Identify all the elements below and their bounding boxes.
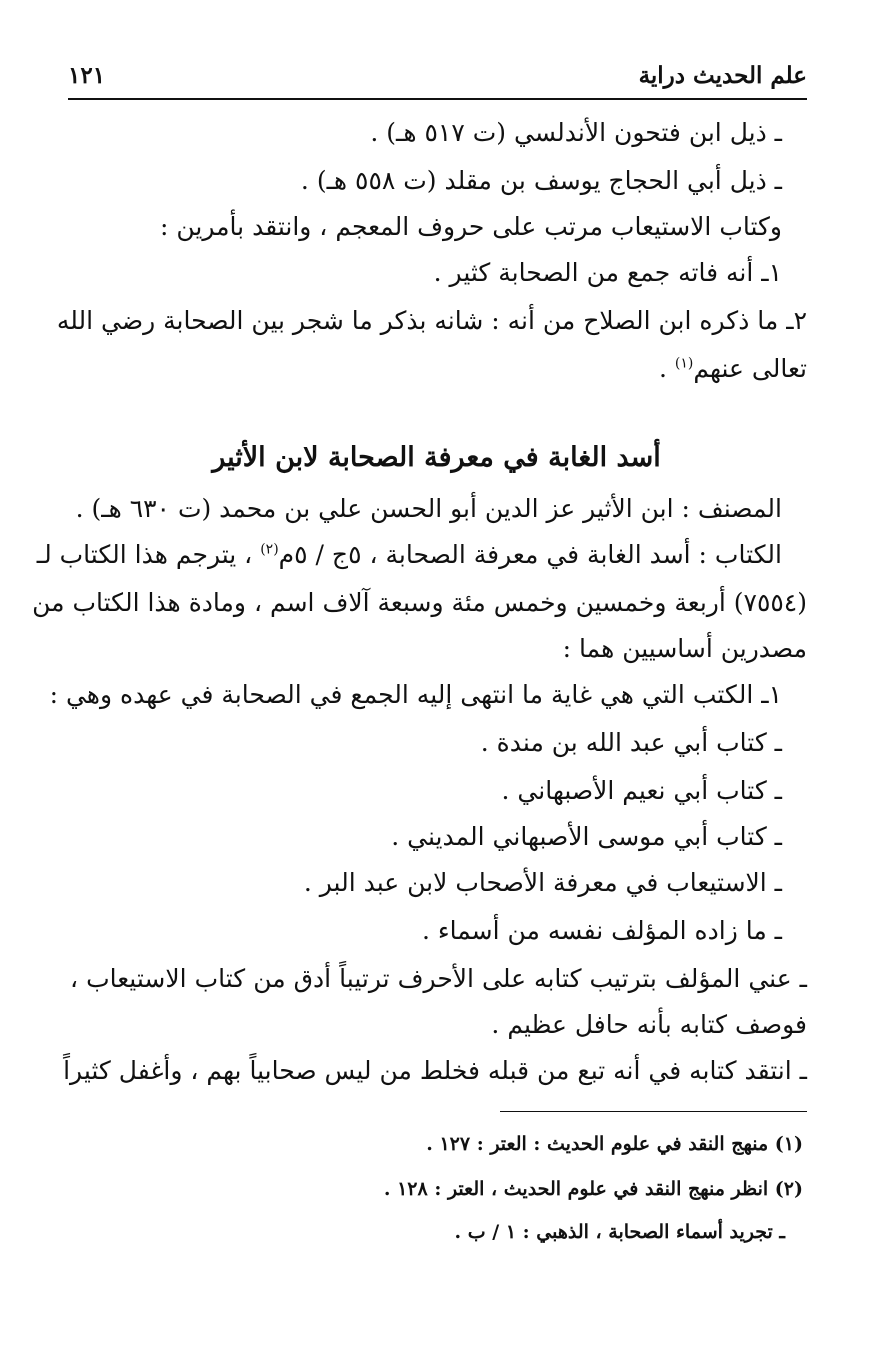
section-line: ـ كتاب أبي نعيم الأصبهاني .	[501, 776, 782, 805]
section-line	[37, 538, 782, 572]
section-line: مصدرين أساسيين هما :	[562, 634, 807, 663]
body-line: ـ ذيل أبي الحجاج يوسف بن مقلد (ت ٥٥٨ هـ) .	[300, 166, 782, 195]
section-line: ـ الاستيعاب في معرفة الأصحاب لابن عبد البر .	[303, 868, 782, 897]
footnote-divider	[500, 1111, 807, 1112]
section-line: (٧٥٥٤) أربعة وخمسين وخمس مئة وسبعة آلاف اسم ، ومادة هذا الكتاب من	[32, 588, 807, 617]
body-line-end: .	[658, 354, 675, 383]
section-line-text: ، يترجم هذا الكتاب لـ	[36, 540, 261, 569]
section-line: ـ عني المؤلف بترتيب كتابه على الأحرف ترتيباً أدق من كتاب الاستيعاب ،	[70, 964, 807, 993]
footnote-reference[interactable]: (٢)	[260, 541, 279, 558]
page-number: ١٢١	[68, 62, 106, 89]
footnote-reference[interactable]: (١)	[674, 355, 694, 372]
footnote: (٢) انظر منهج النقد في علوم الحديث ، العتر : ١٢٨ .	[383, 1178, 803, 1200]
body-line	[659, 352, 807, 386]
section-line: فوصف كتابه بأنه حافل عظيم .	[491, 1010, 807, 1039]
section-line: ١ـ الكتب التي هي غاية ما انتهى إليه الجمع في الصحابة في عهده وهي :	[49, 680, 782, 709]
footnote: (١) منهج النقد في علوم الحديث : العتر : ١٢٧ .	[426, 1133, 803, 1155]
section-line: ـ كتاب أبي عبد الله بن مندة .	[480, 728, 782, 757]
running-header	[68, 58, 807, 100]
body-line-text: تعالى عنهم	[693, 354, 807, 383]
section-heading: أسد الغابة في معرفة الصحابة لابن الأثير	[212, 442, 661, 473]
section-line: المصنف : ابن الأثير عز الدين أبو الحسن علي بن محمد (ت ٦٣٠ هـ) .	[75, 494, 782, 523]
footnote: ـ تجريد أسماء الصحابة ، الذهبي : ١ / ب .	[454, 1221, 785, 1243]
body-line: ٢ـ ما ذكره ابن الصلاح من أنه : شانه بذكر ما شجر بين الصحابة رضي الله	[56, 306, 807, 335]
section-line-text: الكتاب : أسد الغابة في معرفة الصحابة ، ٥ج / ٥م	[278, 540, 782, 569]
body-line: وكتاب الاستيعاب مرتب على حروف المعجم ، وانتقد بأمرين :	[160, 212, 782, 241]
section-line: ـ انتقد كتابه في أنه تبع من قبله فخلط من ليس صحابياً بهم ، وأغفل كثيراً	[63, 1056, 807, 1085]
section-line: ـ ما زاده المؤلف نفسه من أسماء .	[421, 916, 782, 945]
body-line: ـ ذيل ابن فتحون الأندلسي (ت ٥١٧ هـ) .	[370, 118, 782, 147]
section-line: ـ كتاب أبي موسى الأصبهاني المديني .	[391, 822, 782, 851]
body-line: ١ـ أنه فاته جمع من الصحابة كثير .	[433, 258, 782, 287]
running-title: علم الحديث دراية	[638, 62, 807, 89]
